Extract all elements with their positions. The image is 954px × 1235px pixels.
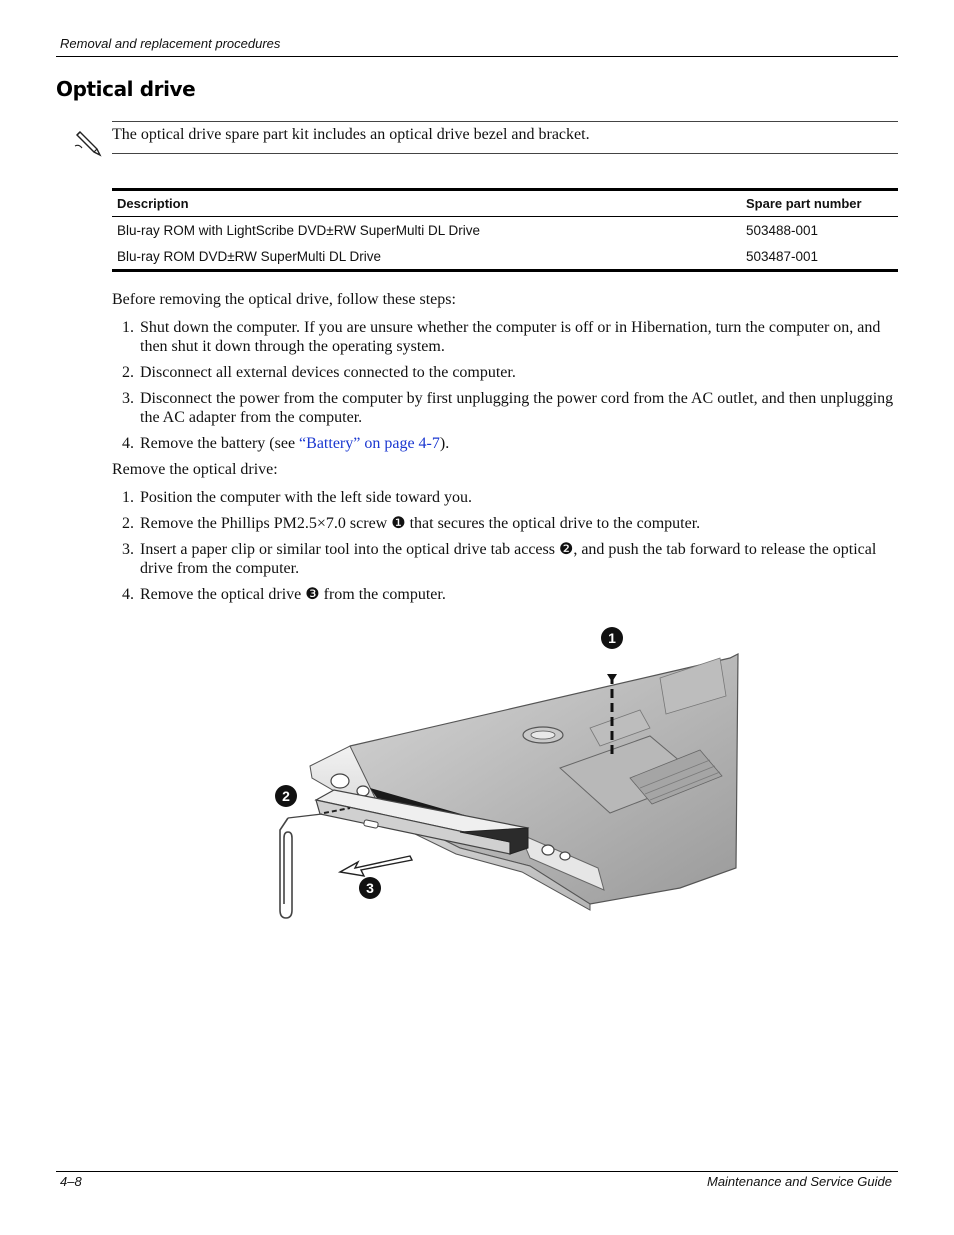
step-number: 1.: [122, 489, 134, 506]
list-item: [112, 540, 902, 578]
running-header: Removal and replacement procedures: [60, 36, 281, 51]
step-number: 3.: [122, 390, 134, 407]
part-number: 503488-001: [746, 222, 819, 238]
table-row: [112, 217, 898, 244]
column-header-description: Description: [112, 190, 741, 217]
removal-intro: Remove the optical drive:: [112, 461, 278, 478]
part-description: Blu-ray ROM DVD±RW SuperMulti DL Drive: [112, 243, 741, 271]
step-text: Remove the Phillips PM2.5×7.0 screw ❶ that secures the optical drive to the computer.: [140, 515, 701, 532]
svg-text:3: 3: [366, 880, 374, 896]
list-item: [112, 488, 902, 507]
footer-rule: [56, 1171, 898, 1172]
column-header-spare-part-number: Spare part number: [741, 190, 898, 217]
step-text: Remove the optical drive ❸ from the computer.: [140, 586, 446, 603]
battery-cross-reference-link[interactable]: “Battery” on page 4-7: [299, 435, 440, 452]
list-item: [112, 389, 902, 427]
svg-text:1: 1: [608, 630, 616, 646]
step-text: Disconnect the power from the computer by first unplugging the power cord from the AC outlet, and then unplugging the AC adapter from the computer.: [140, 390, 894, 426]
step-number: 2.: [122, 364, 134, 381]
callout-2-icon: [275, 785, 297, 807]
table-header-row: [112, 190, 898, 217]
list-item: [112, 434, 902, 453]
step-text: Shut down the computer. If you are unsure whether the computer is off or in Hibernation, turn the computer on, and then shut it down through the operating system.: [140, 319, 881, 355]
list-item: [112, 318, 902, 356]
header-rule: [56, 56, 898, 57]
removal-steps-list: [112, 488, 902, 611]
page-title: Optical drive: [56, 77, 196, 101]
step-number: 1.: [122, 319, 134, 336]
prep-intro: Before removing the optical drive, follow these steps:: [112, 291, 456, 308]
step-text-suffix: ).: [439, 435, 450, 452]
callout-3-icon: [359, 877, 381, 899]
step-text: Disconnect all external devices connected to the computer.: [140, 364, 516, 381]
table-row: [112, 243, 898, 271]
list-item: [112, 514, 902, 533]
page-number: 4–8: [60, 1174, 82, 1189]
step-number: 2.: [122, 515, 134, 532]
optical-drive-removal-illustration: [260, 618, 760, 928]
step-number: 3.: [122, 541, 134, 558]
note-top-rule: [112, 121, 898, 122]
pencil-note-icon: [74, 128, 104, 158]
callout-1-icon: [601, 627, 623, 649]
part-description: Blu-ray ROM with LightScribe DVD±RW SuperMulti DL Drive: [117, 222, 481, 238]
list-item: [112, 585, 902, 604]
spare-parts-table: [112, 188, 898, 272]
list-item: [112, 363, 902, 382]
step-text: Remove the battery (see: [140, 435, 300, 452]
prep-steps-list: [112, 318, 902, 460]
step-number: 4.: [122, 586, 134, 603]
svg-text:2: 2: [282, 788, 290, 804]
note-text: The optical drive spare part kit includes an optical drive bezel and bracket.: [112, 126, 590, 143]
step-text: Position the computer with the left side toward you.: [140, 489, 472, 506]
guide-title: Maintenance and Service Guide: [706, 1174, 892, 1189]
note-bottom-rule: [112, 153, 898, 154]
step-number: 4.: [122, 435, 134, 452]
part-number: 503487-001: [741, 243, 898, 271]
step-text: Insert a paper clip or similar tool into the optical drive tab access ❷, and push the tab forward to release the optical drive from the computer.: [140, 541, 877, 577]
